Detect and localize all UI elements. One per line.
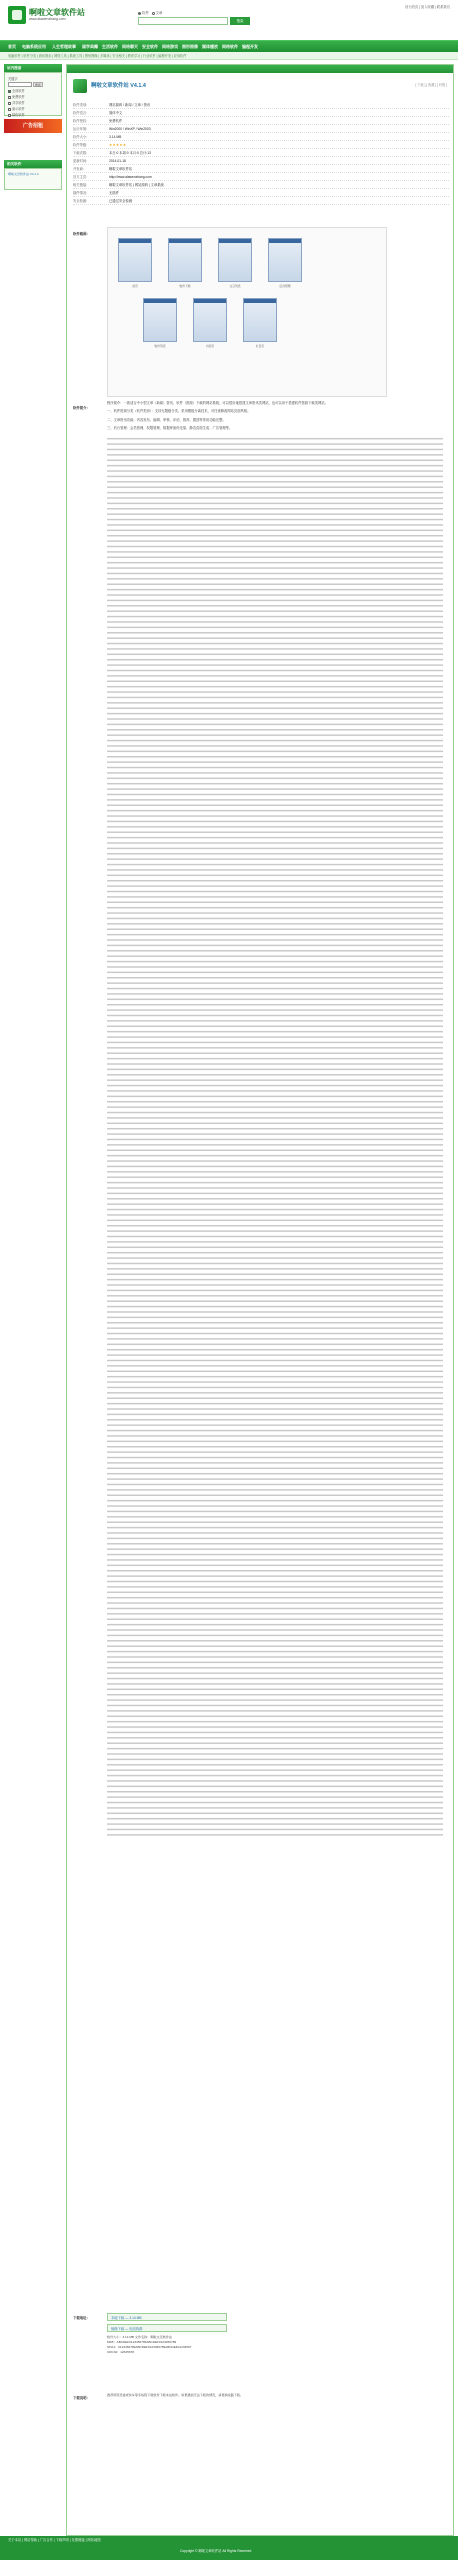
- screenshot-caption: 软件列表: [154, 344, 166, 348]
- info-key: 插件情况：: [73, 191, 90, 195]
- nav-item-dev[interactable]: 编程开发: [242, 44, 258, 49]
- download-md5: MD5：ABCDEF0123456789ABCDEF0123456789: [107, 2340, 177, 2344]
- info-row: [73, 189, 449, 197]
- search-panel-body: [4, 72, 62, 116]
- nav-item-philosophy[interactable]: 人生哲理故事: [52, 44, 76, 49]
- main-content: [66, 64, 454, 2536]
- chk-green-label: 绿色软件: [12, 113, 25, 117]
- rating-stars: ★★★★★: [109, 143, 127, 147]
- info-value[interactable]: http://www.alawenzhang.com: [109, 175, 152, 179]
- info-row: [73, 197, 449, 205]
- chk-free[interactable]: [8, 96, 11, 99]
- logo-title: 啊啦文章软件站: [29, 8, 85, 17]
- info-value: 免费软件: [109, 119, 123, 123]
- description-text-block: [107, 436, 443, 1836]
- screenshot-thumb[interactable]: [168, 238, 202, 282]
- side-search-button[interactable]: 搜索: [34, 83, 41, 87]
- nav-item-security[interactable]: 安全软件: [142, 44, 158, 49]
- app-header: [73, 77, 449, 99]
- screenshot-caption: 首页: [132, 284, 138, 288]
- screenshot-caption: 内容页: [205, 344, 215, 348]
- download-crc32: CRC32：12345678: [107, 2350, 135, 2354]
- left-related-panel: [4, 160, 62, 190]
- header-search: [138, 10, 308, 30]
- info-row: [73, 141, 449, 149]
- info-key: 软件授权：: [73, 119, 90, 123]
- main-nav: [0, 40, 458, 52]
- download-local-button[interactable]: 本地下载 — 3.14 MB: [107, 2313, 227, 2321]
- info-value[interactable]: 啊啦文章软件站 | 网站源码 | 文章系统: [109, 183, 164, 187]
- info-key: 运行环境：: [73, 127, 90, 131]
- nav-item-system[interactable]: 电脑系统应用: [22, 44, 46, 49]
- info-key: 软件等级：: [73, 143, 90, 147]
- site-logo[interactable]: [8, 6, 85, 32]
- screenshot-caption: 后台管理: [279, 284, 291, 288]
- radio-article-label: 文章: [155, 11, 163, 15]
- download-sha1: SHA1：0123456789ABCDEF0123456789ABCDEF01234567: [107, 2345, 192, 2349]
- notes-label: 下载说明：: [73, 2396, 90, 2400]
- description-paragraph: 程序简介：一款适合中小型文章（新闻）资讯、软件（资源）下载的网站系统，可以很好地搭建文章资讯类网站，也可以用于搭建软件资源下载类网站。: [107, 401, 328, 405]
- search-panel-title: 站内搜索: [4, 64, 62, 72]
- app-info-table: [73, 101, 449, 205]
- description-body: [107, 401, 443, 2301]
- info-key: 下载次数：: [73, 151, 90, 155]
- nav-item-home[interactable]: 首页: [8, 44, 16, 49]
- screenshot-gallery: [107, 227, 387, 397]
- screenshot-thumb[interactable]: [118, 238, 152, 282]
- chk-free-label: 免费软件: [12, 95, 25, 99]
- info-key: 软件语言：: [73, 111, 90, 115]
- top-links[interactable]: 设为首页 | 加入收藏 | 联系我们: [405, 5, 450, 9]
- keyword-label: 关键字: [8, 77, 18, 81]
- info-row: [73, 117, 449, 125]
- info-row: [73, 165, 449, 173]
- ad-banner[interactable]: 广告招租: [4, 119, 62, 133]
- screenshot-thumb[interactable]: [143, 298, 177, 342]
- chk-share-label: 共享软件: [12, 101, 25, 105]
- info-key: 软件大小：: [73, 135, 90, 139]
- info-value: Win2000 / WinXP / Win2003: [109, 127, 151, 131]
- related-panel-title: 相关软件: [4, 160, 62, 168]
- radio-article[interactable]: [152, 12, 155, 15]
- info-row: [73, 101, 449, 109]
- chk-all-label: 全部软件: [12, 89, 25, 93]
- download-file-info: 软件大小：3.14 MB 文件名称：啊啦文章软件站: [107, 2335, 172, 2339]
- search-button[interactable]: 搜索: [230, 17, 250, 25]
- chk-green[interactable]: [8, 114, 11, 117]
- screenshot-thumb[interactable]: [243, 298, 277, 342]
- sub-nav[interactable]: 电脑软件 | 软件分类 | 游戏娱乐 | 网络工具 | 系统工具 | 图形图像 | 多媒体 | 安全相关 | 教育学习 | 行业软件 | 编程开发 | 应用软件: [0, 52, 458, 60]
- info-value: 已通过安全检测: [109, 199, 133, 203]
- info-row: [73, 181, 449, 189]
- info-value: 2014-01-18: [109, 159, 126, 163]
- info-key: 相关链接：: [73, 183, 90, 187]
- radio-software-label: 软件: [142, 11, 149, 15]
- search-input[interactable]: [138, 17, 228, 25]
- nav-item-network[interactable]: 网络软件: [222, 44, 238, 49]
- chk-all[interactable]: [8, 90, 11, 93]
- download-mirror-button[interactable]: 镜像下载 — 电信线路: [107, 2324, 227, 2332]
- chk-share[interactable]: [8, 102, 11, 105]
- logo-icon: [8, 6, 26, 24]
- info-key: 官方主页：: [73, 175, 90, 179]
- info-key: 更新时间：: [73, 159, 90, 163]
- app-name: 啊啦文章软件站 V4.1.4: [91, 83, 146, 89]
- nav-item-games[interactable]: 网络游戏: [162, 44, 178, 49]
- nav-item-life[interactable]: 生活软件: [102, 44, 118, 49]
- description-paragraph: 二、文章资讯功能：内容发布、编辑、审核、评论、推荐、置顶等常用功能完整。: [107, 417, 226, 422]
- chk-demo[interactable]: [8, 108, 11, 111]
- logo-url: www.alawenzhang.com: [29, 17, 66, 21]
- radio-software[interactable]: [138, 12, 141, 15]
- info-row: [73, 173, 449, 181]
- download-area: [107, 2313, 307, 2373]
- info-row: [73, 149, 449, 157]
- download-notes: 推荐使用迅雷或快车等多线程下载软件下载本站软件。如果遇到无法下载的情况，请更换线路下载。: [107, 2393, 244, 2397]
- info-row: [73, 157, 449, 165]
- screenshot-caption: 软件下载: [179, 284, 191, 288]
- info-value: 简体中文: [109, 111, 123, 115]
- info-key: 开发商：: [73, 167, 87, 171]
- info-value: 无插件: [109, 191, 119, 195]
- info-key: 软件类别：: [73, 103, 90, 107]
- site-header: [0, 0, 458, 40]
- info-row: [73, 125, 449, 133]
- screenshot-caption: 文章列表: [229, 284, 241, 288]
- screenshots-label: 软件截图：: [73, 232, 90, 236]
- chk-demo-label: 演示软件: [12, 107, 25, 111]
- nav-item-media[interactable]: 媒体播放: [202, 44, 218, 49]
- screenshot-thumb[interactable]: [193, 298, 227, 342]
- description-paragraph: 一、软件资源分类（软件类别）：支持无限级分类，采用模板分离技术，可任意修改网站页面风格。: [107, 409, 251, 414]
- info-value: 本日:0 本周:0 本月:0 总计:13: [109, 151, 151, 155]
- info-row: [73, 133, 449, 141]
- info-key: 安全检测：: [73, 199, 90, 203]
- download-label: 下载地址：: [73, 2316, 90, 2320]
- screenshot-thumb[interactable]: [218, 238, 252, 282]
- info-value: 3.14 MB: [109, 135, 122, 139]
- footer-copyright: Copyright © 啊啦文章软件站 All Rights Reserved: [180, 2549, 252, 2553]
- info-value[interactable]: 网站源码 / 新闻 / 文章 / 资讯: [109, 103, 151, 107]
- footer-links[interactable]: 关于本站 | 网站帮助 | 广告合作 | 下载声明 | 友情链接 | 网站地图: [8, 2538, 101, 2542]
- nav-item-graphics[interactable]: 图形图像: [182, 44, 198, 49]
- main-title-bar: [67, 65, 453, 73]
- left-search-panel: [4, 64, 62, 154]
- related-item[interactable]: 啊啦文章软件站 V4.1.4: [8, 172, 39, 176]
- app-icon: [73, 79, 87, 93]
- screenshot-caption: 栏目页: [255, 344, 265, 348]
- related-panel-body: [4, 168, 62, 190]
- info-value: 啊啦文章软件站: [109, 167, 133, 171]
- keyword-input[interactable]: [8, 82, 32, 87]
- description-label: 软件简介：: [73, 406, 90, 410]
- description-paragraph: 三、后台管理：会员管理、权限管理、数据库备份还原、静态页面生成、广告管理等。: [107, 426, 233, 431]
- screenshot-thumb[interactable]: [268, 238, 302, 282]
- search-type: [138, 10, 162, 15]
- info-row: [73, 109, 449, 117]
- nav-item-classics[interactable]: 国学典籍: [82, 44, 98, 49]
- app-action-links[interactable]: [ 下载 ] [ 收藏 ] [ 纠错 ]: [415, 83, 447, 87]
- nav-item-chat[interactable]: 网络聊天: [122, 44, 138, 49]
